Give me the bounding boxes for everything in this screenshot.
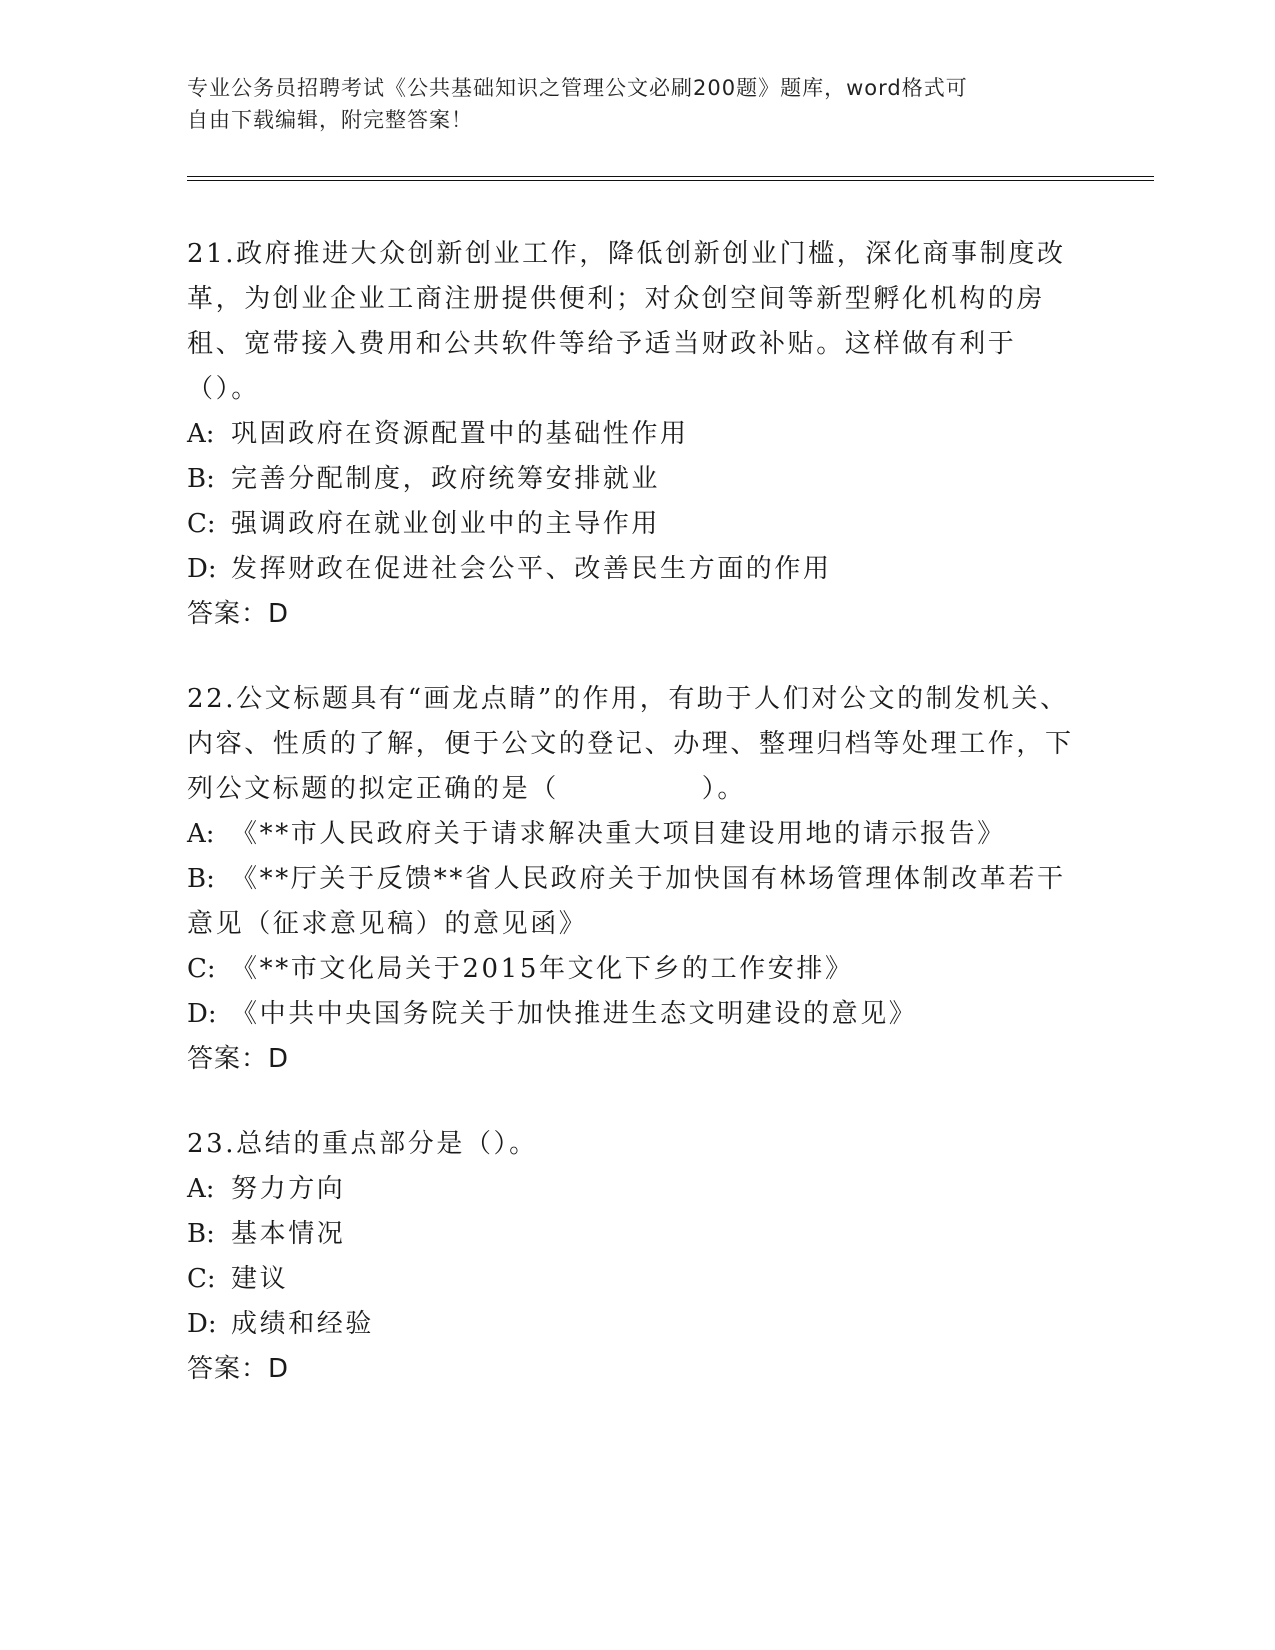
option-text: 建议 — [231, 1264, 289, 1294]
option-letter: D: — [187, 999, 217, 1029]
option-letter: B: — [187, 464, 215, 494]
option-letter: A: — [187, 419, 215, 449]
question-stem: 21.政府推进大众创新创业工作，降低创新创业门槛，深化商事制度改革，为创业企业工商注册提供便利；对众创空间等新型孵化机构的房租、宽带接入费用和公共软件等给予适当财政补贴。这样做有利于（）。 — [187, 239, 1066, 404]
option-d — [187, 992, 1087, 1037]
option-letter: C: — [187, 1264, 216, 1294]
option-text: 强调政府在就业创业中的主导作用 — [231, 509, 661, 539]
option-text: 努力方向 — [231, 1174, 346, 1204]
option-a — [187, 1167, 1087, 1212]
option-text: 《中共中央国务院关于加快推进生态文明建设的意见》 — [231, 999, 918, 1029]
option-letter: A: — [187, 1174, 215, 1204]
header-line-2: 自由下载编辑，附完整答案！ — [187, 108, 473, 132]
option-text: 《**市人民政府关于请求解决重大项目建设用地的请示报告》 — [231, 819, 1006, 849]
option-letter: C: — [187, 509, 216, 539]
question-stem: 23.总结的重点部分是（）。 — [187, 1129, 538, 1159]
option-text: 巩固政府在资源配置中的基础性作用 — [231, 419, 689, 449]
question-23 — [187, 1122, 1087, 1392]
option-text: 成绩和经验 — [231, 1309, 375, 1339]
page-header — [187, 72, 1067, 136]
option-a — [187, 412, 1087, 457]
question-stem: 22.公文标题具有“画龙点睛”的作用，有助于人们对公文的制发机关、内容、性质的了解，便于公文的登记、办理、整理归档等处理工作，下列公文标题的拟定正确的是（ ）。 — [187, 684, 1074, 804]
option-letter: C: — [187, 954, 216, 984]
header-divider — [187, 176, 1154, 181]
option-text: 发挥财政在促进社会公平、改善民生方面的作用 — [231, 554, 832, 584]
option-b — [187, 857, 1087, 947]
question-list — [187, 232, 1087, 1432]
option-b — [187, 457, 1087, 502]
option-text: 《**市文化局关于2015年文化下乡的工作安排》 — [231, 954, 854, 984]
answer-line: 答案：D — [187, 1354, 290, 1384]
option-letter: A: — [187, 819, 215, 849]
option-d — [187, 547, 1087, 592]
question-22 — [187, 677, 1087, 1082]
option-a — [187, 812, 1087, 857]
option-text: 基本情况 — [231, 1219, 346, 1249]
option-d — [187, 1302, 1087, 1347]
option-c — [187, 947, 1087, 992]
question-21 — [187, 232, 1087, 637]
option-c — [187, 1257, 1087, 1302]
option-text: 《**厅关于反馈**省人民政府关于加快国有林场管理体制改革若干意见（征求意见稿）的意见函》 — [187, 864, 1066, 939]
answer-line: 答案：D — [187, 599, 290, 629]
option-letter: D: — [187, 554, 217, 584]
option-text: 完善分配制度，政府统筹安排就业 — [231, 464, 661, 494]
answer-line: 答案：D — [187, 1044, 290, 1074]
option-letter: B: — [187, 1219, 215, 1249]
option-letter: B: — [187, 864, 215, 894]
option-c — [187, 502, 1087, 547]
option-letter: D: — [187, 1309, 217, 1339]
header-line-1: 专业公务员招聘考试《公共基础知识之管理公文必刷200题》题库，word格式可 — [187, 76, 968, 100]
option-b — [187, 1212, 1087, 1257]
